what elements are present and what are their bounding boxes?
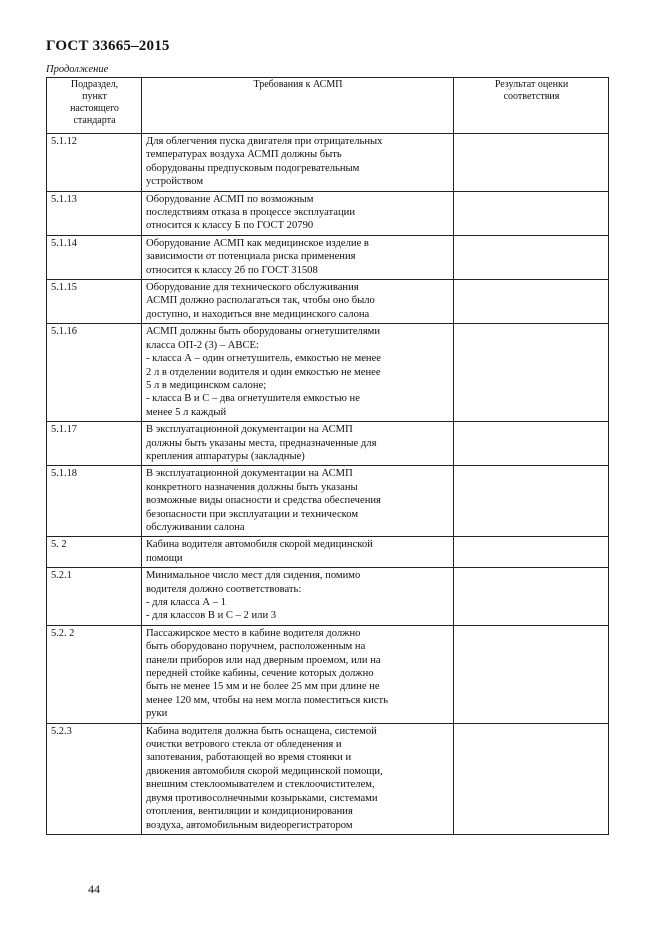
requirement-line: быть оборудовано поручнем, расположенным на: [146, 641, 366, 653]
column-header-result: Результат оценки соответствия: [454, 78, 609, 134]
requirement-line: - для класса А – 1: [146, 597, 226, 608]
requirements-table: [46, 77, 609, 835]
requirement-line: внешним стеклоомывателем и стеклоочистителем,: [146, 779, 375, 791]
requirement-text: [142, 625, 454, 723]
requirement-line: движения автомобиля скорой медицинской помощи,: [146, 765, 383, 777]
requirement-line: менее 5 л каждый: [146, 406, 227, 418]
document-title: ГОСТ 33665–2015: [46, 38, 170, 54]
requirement-line: - класса А – один огнетушитель, емкостью не менее: [146, 353, 381, 365]
subsection-number: 5.1.18: [47, 466, 142, 537]
requirement-line: зависимости от потенциала риска применения: [146, 251, 356, 263]
requirement-line: 5 л в медицинском салоне;: [146, 379, 267, 391]
assessment-result-cell: [454, 235, 609, 279]
subsection-number: 5.1.15: [47, 280, 142, 324]
requirement-line: крепления аппаратуры (закладные): [146, 450, 305, 462]
requirement-line: относится к классу Б по ГОСТ 20790: [146, 220, 314, 232]
table-body: [47, 134, 609, 835]
requirement-text: [142, 537, 454, 568]
requirement-text: [142, 568, 454, 626]
table-row: [47, 568, 609, 626]
requirement-text: [142, 466, 454, 537]
requirement-line: последствиям отказа в процессе эксплуатации: [146, 207, 355, 219]
requirement-line: Пассажирское место в кабине водителя должно: [146, 627, 361, 639]
page-number: 44: [88, 882, 100, 896]
table-row: [47, 280, 609, 324]
requirement-line: АСМП должны быть оборудованы огнетушителями: [146, 326, 381, 338]
requirement-line: Для облегчения пуска двигателя при отрицательных: [146, 136, 383, 147]
requirement-line: передней стойке кабины, сечение которых должно: [146, 668, 374, 680]
assessment-result-cell: [454, 422, 609, 466]
subsection-number: 5.1.14: [47, 235, 142, 279]
requirement-line: возможные виды опасности и средства обеспечения: [146, 495, 381, 507]
requirement-line: В эксплуатационной документации на АСМП: [146, 468, 353, 480]
assessment-result-cell: [454, 134, 609, 192]
assessment-result-cell: [454, 723, 609, 834]
requirement-line: безопасности при эксплуатации и техническом: [146, 508, 359, 520]
requirement-line: обслуживании салона: [146, 521, 245, 533]
requirement-line: Оборудование для технического обслуживания: [146, 282, 359, 294]
requirement-text: [142, 191, 454, 235]
requirement-text: [142, 280, 454, 324]
assessment-result-cell: [454, 466, 609, 537]
table-header-row: [47, 78, 609, 134]
assessment-result-cell: [454, 280, 609, 324]
requirement-line: Кабина водителя автомобиля скорой медицинской: [146, 539, 373, 551]
requirement-text: [142, 134, 454, 192]
requirement-line: запотевания, работающей во время стоянки и: [146, 752, 352, 764]
requirement-line: - класса В и С – два огнетушителя емкостью не: [146, 393, 360, 405]
requirement-line: должны быть указаны места, предназначенные для: [146, 437, 377, 449]
requirement-line: конкретного назначения должны быть указаны: [146, 481, 358, 493]
requirement-line: температурах воздуха АСМП должны быть: [146, 149, 342, 161]
requirement-line: АСМП должно располагаться так, чтобы оно было: [146, 295, 375, 307]
table-row: [47, 422, 609, 466]
subsection-number: 5.2. 2: [47, 625, 142, 723]
continuation-label: Продолжение: [46, 64, 109, 75]
requirement-line: - для классов В и С – 2 или 3: [146, 610, 277, 622]
assessment-result-cell: [454, 191, 609, 235]
subsection-number: 5. 2: [47, 537, 142, 568]
requirement-line: водителя должно соответствовать:: [146, 583, 302, 595]
requirement-text: [142, 723, 454, 834]
subsection-number: 5.1.12: [47, 134, 142, 192]
requirement-line: В эксплуатационной документации на АСМП: [146, 424, 353, 436]
requirement-line: Минимальное число мест для сидения, помимо: [146, 570, 361, 582]
subsection-number: 5.1.17: [47, 422, 142, 466]
requirement-line: быть не менее 15 мм и не более 25 мм при длине не: [146, 681, 380, 693]
table-row: [47, 625, 609, 723]
requirement-line: Кабина водителя должна быть оснащена, системой: [146, 725, 377, 737]
table-row: [47, 191, 609, 235]
column-header-requirements: Требования к АСМП: [142, 78, 454, 134]
requirement-line: помощи: [146, 552, 183, 564]
requirement-line: оборудованы предпусковым подогревательным: [146, 162, 360, 174]
table-row: [47, 134, 609, 192]
requirement-line: руки: [146, 708, 168, 720]
table-row: [47, 235, 609, 279]
requirement-line: класса ОП-2 (3) – АВСЕ:: [146, 339, 259, 351]
requirement-line: двумя противосолнечными козырьками, системами: [146, 792, 378, 804]
requirement-line: очистки ветрового стекла от обледенения и: [146, 739, 342, 751]
table-row: [47, 537, 609, 568]
subsection-number: 5.1.13: [47, 191, 142, 235]
requirement-line: доступно, и находиться вне медицинского салона: [146, 308, 370, 320]
assessment-result-cell: [454, 568, 609, 626]
requirement-line: панели приборов или над дверным проемом, или на: [146, 654, 381, 666]
table-row: [47, 723, 609, 834]
requirement-text: [142, 422, 454, 466]
requirement-line: устройством: [146, 176, 204, 188]
subsection-number: 5.2.3: [47, 723, 142, 834]
table-row: [47, 466, 609, 537]
requirement-line: отопления, вентиляции и кондиционирования: [146, 806, 353, 818]
requirement-line: Оборудование АСМП как медицинское изделие в: [146, 237, 369, 249]
requirement-text: [142, 235, 454, 279]
table-row: [47, 324, 609, 422]
assessment-result-cell: [454, 625, 609, 723]
assessment-result-cell: [454, 324, 609, 422]
requirement-line: относится к классу 2б по ГОСТ 31508: [146, 264, 318, 276]
requirement-line: Оборудование АСМП по возможным: [146, 193, 314, 205]
subsection-number: 5.1.16: [47, 324, 142, 422]
column-header-subsection: Подраздел, пункт настоящего стандарта: [47, 78, 142, 134]
subsection-number: 5.2.1: [47, 568, 142, 626]
assessment-result-cell: [454, 537, 609, 568]
requirement-line: менее 120 мм, чтобы на нем могла поместиться кисть: [146, 694, 388, 706]
requirement-text: [142, 324, 454, 422]
requirement-line: воздуха, автомобильным видеорегистратором: [146, 819, 353, 831]
requirement-line: 2 л в отделении водителя и один емкостью не менее: [146, 366, 381, 378]
